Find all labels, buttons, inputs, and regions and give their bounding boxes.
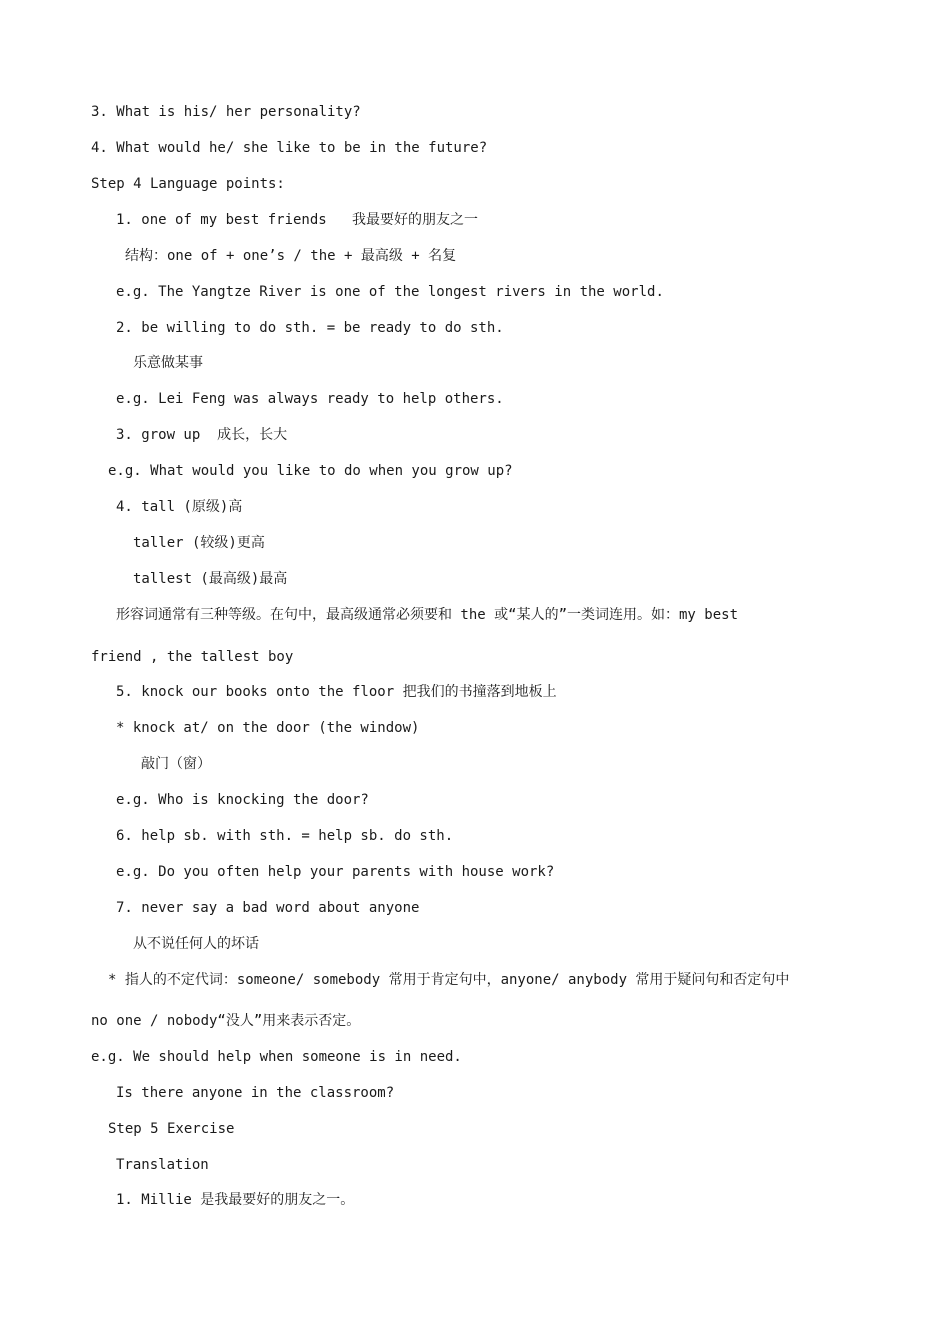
point-7-example-2: Is there anyone in the classroom?: [116, 1085, 395, 1101]
point-5: 5. knock our books onto the floor 把我们的书撞落到地板上: [116, 684, 557, 700]
point-4: 4. tall (原级)高: [116, 499, 243, 515]
point-1: 1. one of my best friends 我最要好的朋友之一: [116, 212, 479, 228]
point-1-structure: 结构：one of + one’s / the + 最高级 + 名复: [125, 248, 457, 264]
point-4-comparative: taller (较级)更高: [133, 535, 265, 551]
point-6: 6. help sb. with sth. = help sb. do sth.: [116, 828, 454, 844]
point-5-meaning: 敲门（窗）: [141, 756, 211, 772]
point-2: 2. be willing to do sth. = be ready to do sth.: [116, 320, 504, 336]
translation-item-1: 1. Millie 是我最要好的朋友之一。: [116, 1192, 355, 1208]
step-5-heading: Step 5 Exercise: [108, 1121, 235, 1137]
point-5-knock-at: * knock at/ on the door (the window): [116, 720, 420, 736]
point-4-superlative: tallest (最高级)最高: [133, 571, 288, 587]
point-1-example: e.g. The Yangtze River is one of the longest rivers in the world.: [116, 284, 664, 300]
translation-heading: Translation: [116, 1157, 209, 1173]
point-2-example: e.g. Lei Feng was always ready to help others.: [116, 391, 504, 407]
point-3: 3. grow up 成长，长大: [116, 427, 288, 443]
point-4-note: 形容词通常有三种等级。在句中，最高级通常必须要和 the 或“某人的”一类词连用。如：my best: [116, 607, 738, 623]
step-4-heading: Step 4 Language points:: [91, 176, 285, 192]
point-7-example-1: e.g. We should help when someone is in need.: [91, 1049, 462, 1065]
point-7-note: * 指人的不定代词：someone/ somebody 常用于肯定句中，anyone/ anybody 常用于疑问句和否定句中: [108, 972, 790, 988]
point-7: 7. never say a bad word about anyone: [116, 900, 420, 916]
point-2-meaning: 乐意做某事: [133, 355, 203, 371]
point-6-example: e.g. Do you often help your parents with house work?: [116, 864, 555, 880]
question-4: 4. What would he/ she like to be in the future?: [91, 140, 488, 156]
point-4-note-continued: friend , the tallest boy: [91, 649, 294, 665]
point-7-meaning: 从不说任何人的坏话: [133, 936, 259, 952]
point-5-example: e.g. Who is knocking the door?: [116, 792, 369, 808]
question-3: 3. What is his/ her personality?: [91, 104, 361, 120]
point-3-example: e.g. What would you like to do when you grow up?: [108, 463, 513, 479]
point-7-note-continued: no one / nobody“没人”用来表示否定。: [91, 1013, 361, 1029]
